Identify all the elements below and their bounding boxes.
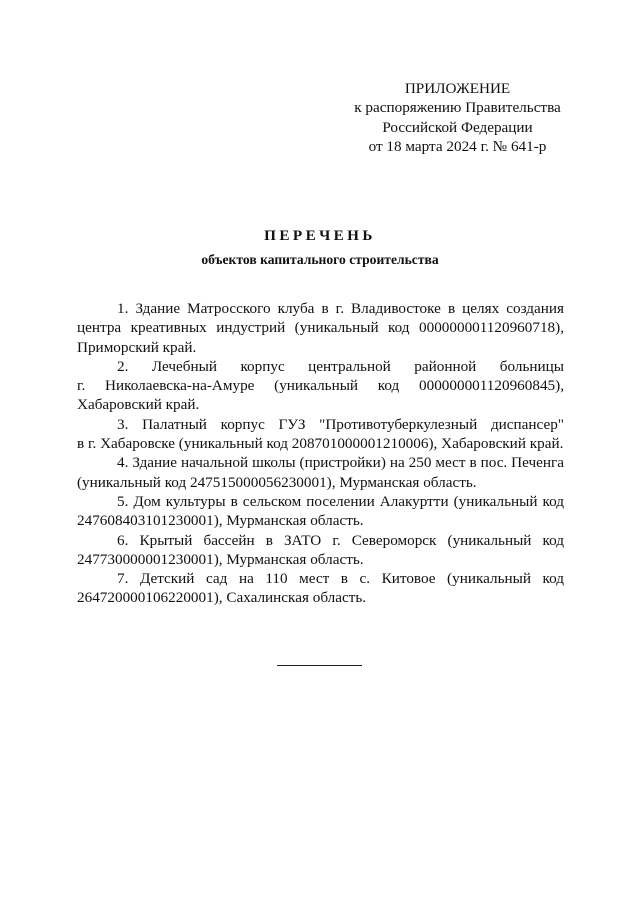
list-item-line: 247730000001230001), Мурманская область.	[77, 550, 364, 568]
list-item-line: 5. Дом культуры в сельском поселении Алакуртти (уникальный код	[117, 492, 564, 510]
list-item-line: Хабаровский край.	[77, 396, 200, 414]
appendix-line-date: от 18 марта 2024 г. № 641-р	[368, 137, 547, 155]
appendix-line-order: к распоряжению Правительства	[354, 99, 561, 117]
list-item	[77, 569, 564, 608]
appendix-header	[345, 79, 570, 156]
list-item-line: 3. Палатный корпус ГУЗ "Противотуберкулезный диспансер"	[117, 415, 564, 433]
document-subtitle: объектов капитального строительства	[201, 252, 439, 267]
list-item-line: 247608403101230001), Мурманская область.	[77, 512, 364, 530]
list-item-line: в г. Хабаровске (уникальный код 208701000001210006), Хабаровский край.	[77, 435, 564, 453]
list-item	[77, 357, 564, 415]
appendix-heading: ПРИЛОЖЕНИЕ	[404, 80, 511, 97]
objects-list	[77, 299, 564, 608]
list-item-line: 1. Здание Матросского клуба в г. Владивостоке в целях создания	[117, 300, 564, 317]
list-item	[77, 531, 564, 570]
list-item-line: центра креативных индустрий (уникальный код 000000001120960718),	[77, 319, 564, 337]
list-item	[77, 415, 564, 454]
list-item-line: (уникальный код 247515000056230001), Мурманская область.	[77, 473, 477, 491]
document-title: ПЕРЕЧЕНЬ	[264, 227, 376, 244]
end-divider	[277, 665, 362, 666]
list-item-line: 2. Лечебный корпус центральной районной больницы	[117, 357, 564, 375]
list-item	[77, 453, 564, 492]
list-item	[77, 492, 564, 531]
list-item-line: г. Николаевска-на-Амуре (уникальный код 000000001120960845),	[77, 377, 564, 395]
list-item-line: 7. Детский сад на 110 мест в с. Китовое (уникальный код	[117, 570, 564, 588]
list-item-line: 264720000106220001), Сахалинская область.	[77, 589, 367, 607]
list-item-line: 6. Крытый бассейн в ЗАТО г. Североморск (уникальный код	[117, 531, 564, 549]
list-item-line: 4. Здание начальной школы (пристройки) на 250 мест в пос. Печенга	[117, 454, 564, 472]
list-item	[77, 299, 564, 357]
appendix-line-federation: Российской Федерации	[382, 118, 533, 136]
list-item-line: Приморский край.	[77, 338, 197, 356]
